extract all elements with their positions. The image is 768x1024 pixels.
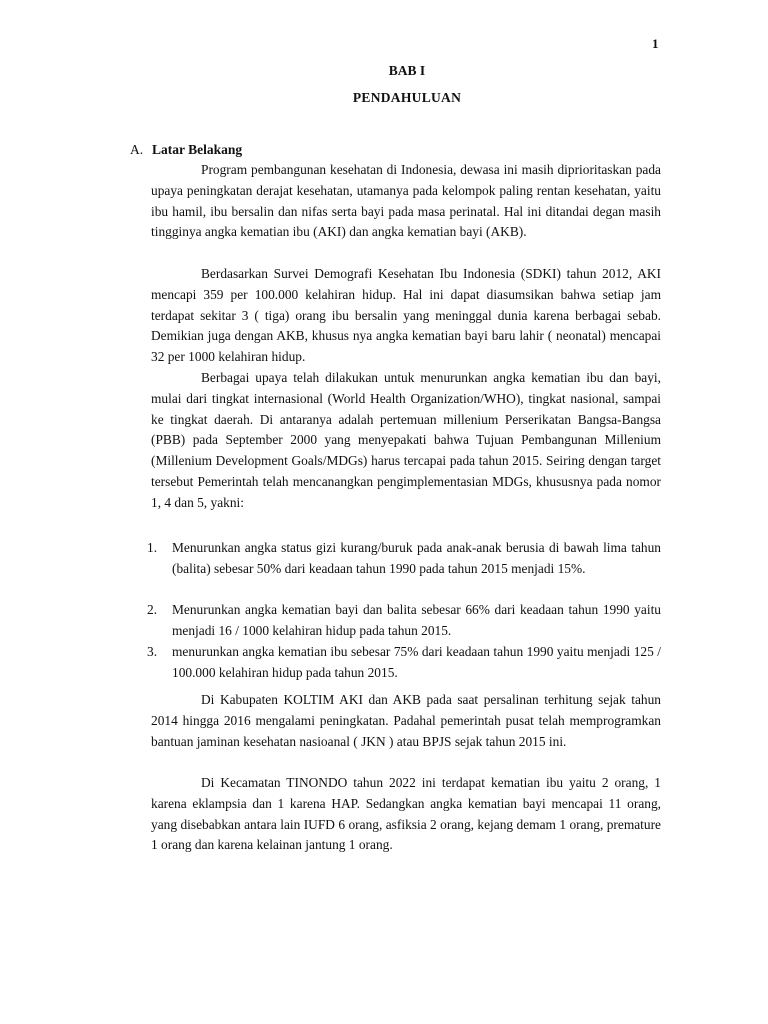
paragraph-tinondo: Di Kecamatan TINONDO tahun 2022 ini terdapat kematian ibu yaitu 2 orang, 1 karena eklampsia dan 1 karena HAP. Sedangkan angka kematian bayi mencapai 11 orang, yang disebabkan antara lain IUFD 6 orang, asfiksia 2 orang, kejang demam 1 orang, premature 1 orang dan karena kelainan jantung 1 orang.	[151, 775, 661, 853]
paragraph-berbagai-upaya: Berbagai upaya telah dilakukan untuk menurunkan angka kematian ibu dan bayi, mulai dari tingkat internasional (World Health Organization/WHO), tingkat nasional, sampai ke tingkat daerah. Di antaranya adalah pertemuan millenium Perserikatan Bangsa-Bangsa (PBB) pada September 2000 yang menyepakati bahwa Tujuan Pembangunan Millenium (Millenium Development Goals/MDGs) harus tercapai pada tahun 2015. Seiring dengan target tersebut Pemerintah telah mencanangkan pengimplementasian MDGs, khususnya pada nomor 1, 4 dan 5, yakni:	[151, 370, 661, 510]
chapter-number: BAB I	[388, 63, 426, 78]
section-heading	[130, 142, 242, 158]
list-item	[147, 538, 661, 580]
page-number: 1	[652, 36, 659, 51]
list-marker: 1.	[147, 540, 158, 555]
section-title: Latar Belakang	[152, 142, 243, 157]
mdg-list-item-1	[147, 538, 661, 580]
list-marker: 2.	[147, 602, 158, 617]
paragraph-program-pembangunan: Program pembangunan kesehatan di Indonesia, dewasa ini masih diprioritaskan pada upaya peningkatan derajat kesehatan, utamanya pada kelompok paling rentan kesehatan, yaitu ibu hamil, ibu bersalin dan nifas serta bayi pada masa perinatal. Hal ini ditandai degan masih tingginya angka kematian ibu (AKI) dan angka kematian bayi (AKB).	[151, 162, 661, 240]
list-marker: 3.	[147, 644, 158, 659]
list-item	[147, 600, 661, 642]
list-item-text: Menurunkan angka status gizi kurang/buruk pada anak-anak berusia di bawah lima tahun (balita) sebesar 50% dari keadaan tahun 1990 pada tahun 2015 menjadi 15%.	[172, 540, 661, 576]
list-item-text: menurunkan angka kematian ibu sebesar 75% dari keadaan tahun 1990 yaitu menjadi 125 / 100.000 kelahiran hidup pada tahun 2015.	[172, 644, 661, 680]
list-item	[147, 642, 661, 684]
mdg-list-item-2	[147, 600, 661, 642]
list-item-text: Menurunkan angka kematian bayi dan balita sebesar 66% dari keadaan tahun 1990 yaitu menjadi 16 / 1000 kelahiran hidup pada tahun 2015.	[172, 602, 661, 638]
chapter-title: PENDAHULUAN	[352, 90, 462, 105]
paragraph-koltim: Di Kabupaten KOLTIM AKI dan AKB pada saat persalinan terhitung sejak tahun 2014 hingga 2016 mengalami peningkatan. Padahal pemerintah pusat telah memprogramkan bantuan jaminan kesehatan nasioanal ( JKN ) atau BPJS sejak tahun 2015 ini.	[151, 692, 661, 749]
paragraph-sdki: Berdasarkan Survei Demografi Kesehatan Ibu Indonesia (SDKI) tahun 2012, AKI mencapi 359 per 100.000 kelahiran hidup. Hal ini dapat diasumsikan bahwa setiap jam terdapat sekitar 3 ( tiga) orang ibu bersalin yang meninggal dunia karena berbagai sebab. Demikian juga dengan AKB, khusus nya angka kematian bayi baru lahir ( neonatal) mencapai 32 per 1000 kelahiran hidup.	[151, 266, 661, 365]
section-letter: A.	[130, 142, 144, 157]
mdg-list-item-3	[147, 642, 661, 684]
